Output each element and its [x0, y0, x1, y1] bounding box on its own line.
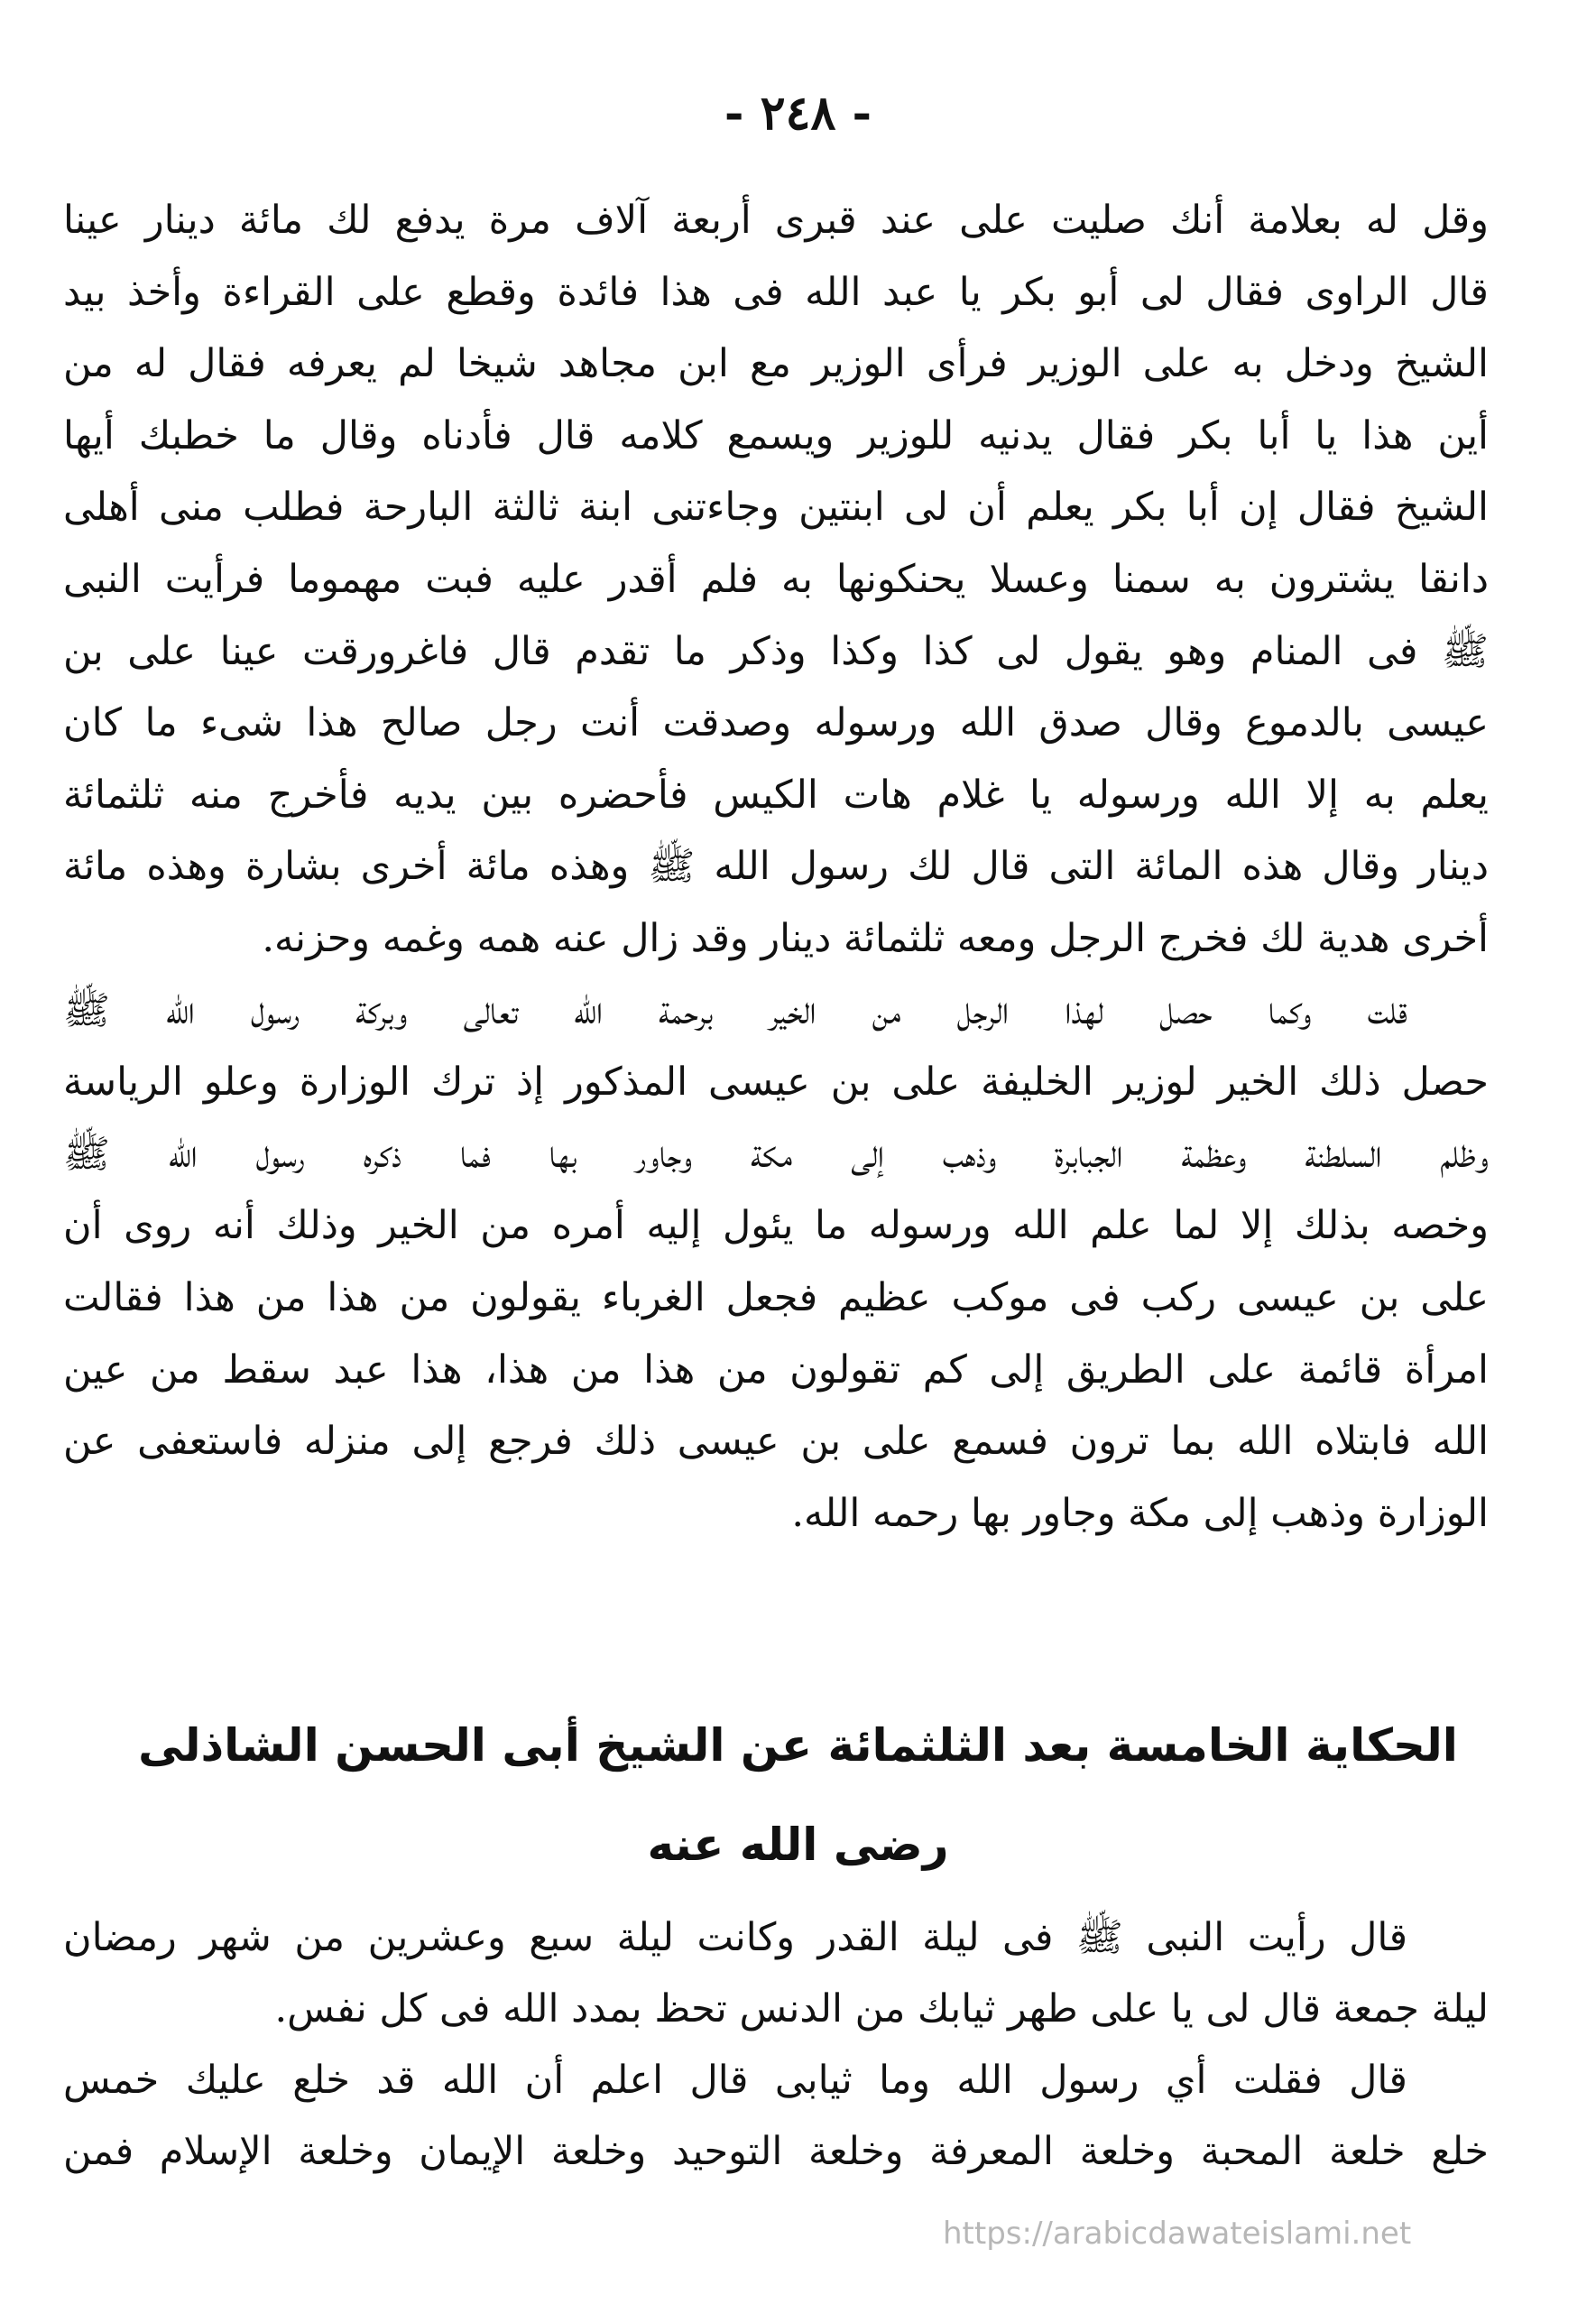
text-line: دانقا يشترون به سمنا وعسلا يحنكونها به فلم أقدر عليه فبت مهموما فرأيت النبى: [63, 556, 1489, 602]
section-heading-subtitle: رضى الله عنه: [647, 1819, 949, 1871]
text-line: قال رأيت النبى ﷺ فى ليلة القدر وكانت ليلة سبع وعشرين من شهر رمضان: [63, 1915, 1407, 1960]
text-line: أين هذا يا أبا بكر فقال يدنيه للوزير ويسمع كلامه قال فأدناه وقال ما خطبك أيها: [63, 412, 1489, 458]
page-number: - ٢٤٨ -: [724, 86, 872, 141]
text-line: ليلة جمعة قال لى يا على طهر ثيابك من الدنس تحظ بمدد الله فى كل نفس.: [274, 1986, 1489, 2031]
text-line: الشيخ ودخل به على الوزير فرأى الوزير مع ابن مجاهد شيخا لم يعرفه فقال له من: [63, 341, 1489, 387]
watermark-url: https://arabicdawateislami.net: [943, 2216, 1412, 2252]
text-line: وظلم السلطنة وعظمة الجبابرة وذهب إلى مكة وجاور بها فما ذكره رسول الله ﷺ: [63, 1131, 1489, 1177]
text-line: وخصه بذلك إلا لما علم الله ورسوله ما يئول إليه أمره من الخير وذلك أنه روى أن: [63, 1203, 1489, 1249]
text-line: ﷺ فى المنام وهو يقول لى كذا وكذا وذكر ما تقدم قال فاغرورقت عينا على بن: [63, 628, 1489, 674]
text-line: خلع خلعة المحبة وخلعة المعرفة وخلعة التوحيد وخلعة الإيمان وخلعة الإسلام فمن: [63, 2129, 1489, 2174]
section-heading: الحكاية الخامسة بعد الثلثمائة عن الشيخ أبى الحسن الشاذلى: [138, 1719, 1458, 1772]
text-line: الله فابتلاه الله بما ترون فسمع على بن عيسى ذلك فرجع إلى منزله فاستعفى عن: [63, 1419, 1489, 1465]
text-line: الشيخ فقال إن أبا بكر يعلم أن لى ابنتين وجاءتنى ابنة ثالثة البارحة فطلب منى أهلى: [63, 485, 1489, 531]
text-line: قلت وكما حصل لهذا الرجل من الخير برحمة الله تعالى وبركة رسول الله ﷺ: [63, 987, 1407, 1033]
text-line: وقل له بعلامة أنك صليت على عند قبرى أربعة آلاف مرة يدفع لك مائة دينار عينا: [63, 198, 1489, 243]
text-line: عيسى بالدموع وقال صدق الله ورسوله وصدقت أنت رجل صالح هذا شىء ما كان: [63, 700, 1489, 746]
text-line: الوزارة وذهب إلى مكة وجاور بها رحمه الله.: [791, 1490, 1489, 1536]
text-line: قال فقلت أي رسول الله وما ثيابى قال اعلم أن الله قد خلع عليك خمس: [63, 2058, 1407, 2103]
paragraph-story-305: [63, 1902, 1489, 2188]
text-line: دينار وقال هذه المائة التى قال لك رسول الله ﷺ وهذه مائة أخرى بشارة وهذه مائة: [63, 844, 1489, 890]
text-line: قال الراوى فقال لى أبو بكر يا عبد الله فى هذا فائدة وقطع على القراءة وأخذ بيد: [63, 269, 1489, 315]
text-line: على بن عيسى ركب فى موكب عظيم فجعل الغرباء يقولون من هذا من هذا فقالت: [63, 1274, 1489, 1320]
text-line: أخرى هدية لك فخرج الرجل ومعه ثلثمائة دينار وقد زال عنه همه وغمه وحزنه.: [262, 915, 1489, 961]
text-line: امرأة قائمة على الطريق إلى كم تقولون من هذا من هذا، هذا عبد سقط من عين: [63, 1347, 1489, 1393]
paragraph-story-continuation: [63, 185, 1489, 1550]
text-line: حصل ذلك الخير لوزير الخليفة على بن عيسى المذكور إذ ترك الوزارة وعلو الرياسة: [63, 1060, 1489, 1106]
text-line: يعلم به إلا الله ورسوله يا غلام هات الكيس فأحضره بين يديه فأخرج منه ثلثمائة: [63, 772, 1489, 818]
